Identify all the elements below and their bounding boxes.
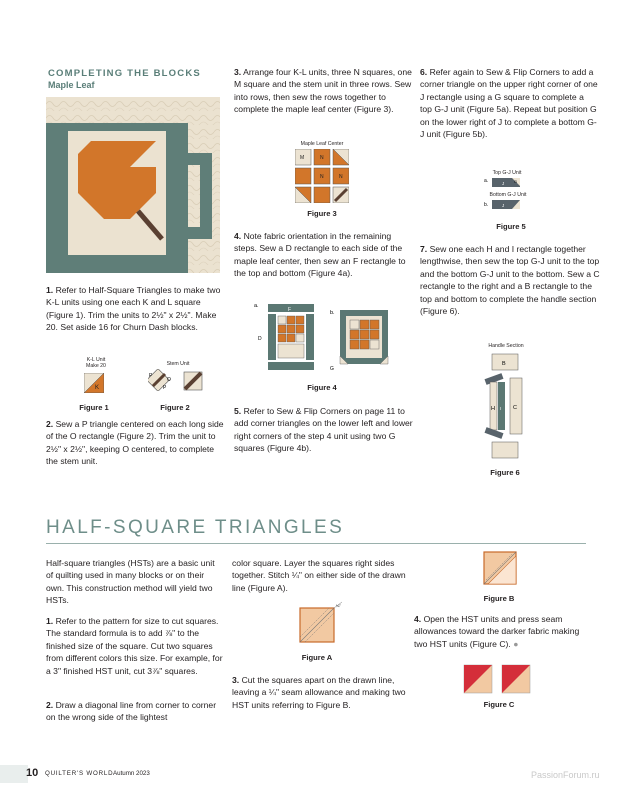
figure-4-letter-f: F <box>288 307 292 313</box>
step-text: Refer to Sew & Flip Corners on page 11 to add corner triangles on the lower left and lower right corners of the step 4 unit using two G squares (Figure 4b). <box>234 406 413 454</box>
end-mark-icon: ● <box>513 638 519 649</box>
figure-4-letter-g: G <box>330 366 334 372</box>
figure-b-diagram <box>474 548 524 588</box>
figure-3-letter-m: M <box>300 155 305 161</box>
step-number: 1. <box>46 285 54 295</box>
step-number: 1. <box>46 616 54 626</box>
hst-intro: Half-square triangles (HSTs) are a basic unit of quilting used in many blocks or on their own. This construction method will yield two HSTs. <box>46 558 215 606</box>
hst-step-1 <box>46 615 224 677</box>
hst-col2-text: color square. Layer the squares right sides together. Stitch ¼" on either side of the drawn line (Figure A). <box>232 558 406 593</box>
figure-3-letter-n1: N <box>320 155 324 161</box>
hst-step-3 <box>232 674 406 711</box>
step-number: 2. <box>46 700 54 710</box>
figure-5-gj-units <box>484 176 524 214</box>
figure-4-caption: Figure 4 <box>307 383 337 392</box>
footer-issue: Autumn 2023 <box>113 770 150 777</box>
figure-1-letter: K <box>95 385 100 391</box>
footer-bar <box>0 765 28 783</box>
hst-step-4 <box>414 613 592 650</box>
figure-1-label-line1: K-L Unit <box>86 357 106 363</box>
hst-divider <box>46 543 586 544</box>
section-title-completing: COMPLETING THE BLOCKS <box>48 68 201 79</box>
figure-3-letter-n3: N <box>339 174 343 180</box>
figure-3-label: Maple Leaf Center <box>300 141 344 147</box>
hst-step-2 <box>46 699 224 724</box>
figure-2-stem-unit <box>148 369 210 391</box>
figure-2-label: Stem Unit <box>166 361 190 367</box>
blocks-step-7 <box>420 243 600 317</box>
figure-5-letter-g: G <box>514 179 518 184</box>
figure-4-label-a: a. <box>254 303 259 309</box>
blocks-step-2 <box>46 418 226 468</box>
figure-1-caption: Figure 1 <box>79 403 109 412</box>
step-number: 7. <box>420 244 428 254</box>
figure-a-caption: Figure A <box>301 653 333 662</box>
figure-a-diagram <box>296 600 346 646</box>
step-number: 6. <box>420 67 428 77</box>
figure-5-letter-j2: J <box>502 203 505 208</box>
step-number: 4. <box>234 231 242 241</box>
figure-a-mark: ¼" <box>336 603 341 608</box>
hst-section-title: HALF-SQUARE TRIANGLES <box>46 517 345 538</box>
section-subtitle-maple-leaf: Maple Leaf <box>48 80 95 90</box>
figure-6-handle-section <box>480 352 530 462</box>
figure-2-letter-p1: P <box>149 373 153 379</box>
figure-6-letter-c: C <box>513 405 517 411</box>
step-text: Arrange four K-L units, three N squares, one M square and the stem unit in three rows. Sew into rows, then sew the rows together to complete the maple leaf center (Figure 3). <box>234 67 412 115</box>
step-number: 5. <box>234 406 242 416</box>
figure-6-letter-h: H <box>491 406 495 412</box>
step-text: Refer to Half-Square Triangles to make two K-L units using one each K and L square (Figure 1). Trim the units to 2½" x 2½". Make 20. Set aside 16 for Churn Dash blocks. <box>46 285 221 333</box>
step-text: Refer to the pattern for size to cut squares. The standard formula is to add ⅞" to the finished size of the square. Cut two squares from different colors this size. For example, for a 3" finished HST unit, cut 3⅞" squares. <box>46 616 223 676</box>
figure-1-kl-unit <box>84 373 104 393</box>
figure-6-letter-i: I <box>500 406 502 411</box>
figure-5-label-b: b. <box>484 202 489 208</box>
figure-2-letter-p2: P <box>163 385 167 391</box>
figure-3-caption: Figure 3 <box>307 209 337 218</box>
blocks-step-6 <box>420 66 598 140</box>
figure-3-maple-center <box>295 149 349 203</box>
footer-page-number: 10 <box>26 767 39 779</box>
step-number: 3. <box>232 675 240 685</box>
figure-3-letter-n2: N <box>320 174 324 180</box>
step-text: Note fabric orientation in the remaining steps. Sew a D rectangle to each side of the maple leaf center, then sew an F rectangle to the top and bottom (Figure 4a). <box>234 231 406 279</box>
blocks-step-5 <box>234 405 414 455</box>
figure-4-label-b: b. <box>330 310 335 316</box>
figure-2-caption: Figure 2 <box>160 403 190 412</box>
maple-leaf-block-photo <box>46 97 220 273</box>
figure-5-letter-j1: J <box>502 181 505 186</box>
figure-1-label-line2: Make 20 <box>86 363 106 369</box>
step-text: Refer again to Sew & Flip Corners to add a corner triangle on the upper right corner of one J rectangle using a G square to complete a top G-J unit (Figure 5a). Repeat but position G on the lower right of J to complete a bottom G-J unit (Figure 5b). <box>420 67 598 140</box>
figure-c-diagram <box>460 663 536 695</box>
blocks-step-3 <box>234 66 412 116</box>
step-number: 4. <box>414 614 422 624</box>
figure-6-caption: Figure 6 <box>490 468 520 477</box>
footer-magazine: QUILTER'S WORLD <box>45 770 114 777</box>
blocks-step-1 <box>46 284 224 334</box>
figure-1-label <box>76 357 116 369</box>
figure-5-label-a: a. <box>484 178 489 184</box>
figure-2-letter-o: O <box>167 377 171 383</box>
figure-4-diagram <box>254 300 394 376</box>
blocks-step-4 <box>234 230 412 280</box>
figure-5-bottom-label: Bottom G-J Unit <box>489 192 527 198</box>
figure-5-top-label: Top G-J Unit <box>492 170 522 176</box>
step-text: Draw a diagonal line from corner to corner on the wrong side of the lightest <box>46 700 217 723</box>
figure-6-label: Handle Section <box>488 343 524 349</box>
step-text: Open the HST units and press seam allowances toward the darker fabric making two HST units (Figure C). <box>414 614 580 649</box>
step-number: 2. <box>46 419 54 429</box>
figure-c-caption: Figure C <box>483 700 515 709</box>
step-number: 3. <box>234 67 242 77</box>
figure-6-letter-b: B <box>502 361 506 367</box>
footer-watermark: PassionForum.ru <box>531 770 600 780</box>
figure-4-letter-d: D <box>258 336 262 342</box>
step-text: Cut the squares apart on the drawn line, leaving a ¼" seam allowance and making two HST units referring to Figure B. <box>232 675 406 710</box>
step-text: Sew one each H and I rectangle together lengthwise, then sew the top G-J unit to the top and the bottom G-J unit to the bottom. Sew a C rectangle to the right and a B rectangle to the top and bottom to complete the handle section (Figure 6). <box>420 244 600 317</box>
figure-b-caption: Figure B <box>483 594 515 603</box>
step-text: Sew a P triangle centered on each long side of the O rectangle (Figure 2). Trim the unit to 2½" x 2½", keeping O centered, to complete the stem unit. <box>46 419 224 467</box>
figure-5-caption: Figure 5 <box>496 222 526 231</box>
